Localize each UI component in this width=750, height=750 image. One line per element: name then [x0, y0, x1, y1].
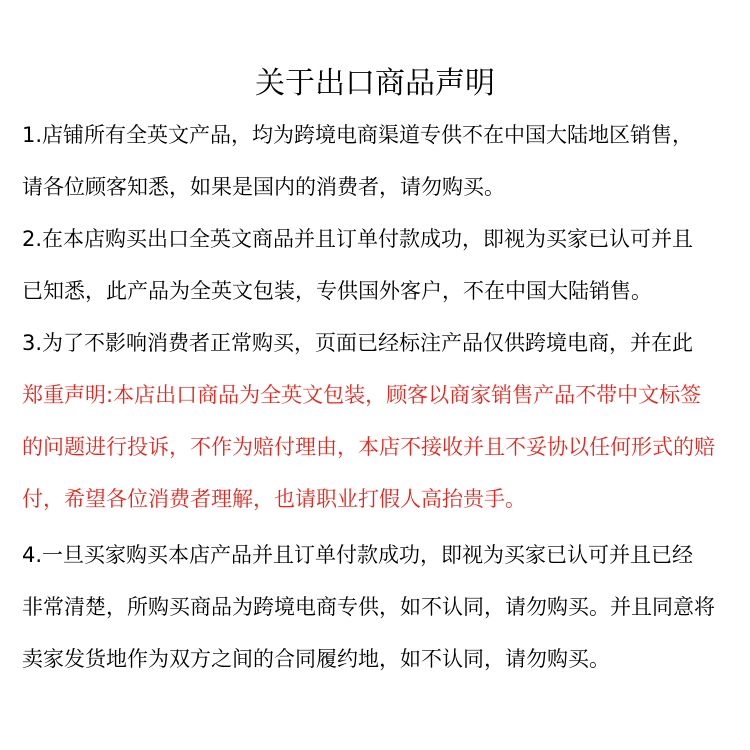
clause-3-warning-line-1: 郑重声明:本店出口商品为全英文包装，顾客以商家销售产品不带中文标签: [22, 383, 702, 407]
page-title: 关于出口商品声明: [255, 66, 495, 101]
clause-2-line-1: 2.在本店购买出口全英文商品并且订单付款成功，即视为买家已认可并且: [22, 227, 694, 251]
clause-3-line-1: 3.为了不影响消费者正常购买，页面已经标注产品仅供跨境电商，并在此: [22, 331, 694, 355]
clause-4-line-2: 非常清楚，所购买商品为跨境电商专供，如不认同，请勿购买。并且同意将: [22, 595, 715, 619]
clause-3-warning-line-2: 的问题进行投诉，不作为赔付理由，本店不接收并且不妥协以任何形式的赔: [22, 435, 715, 459]
clause-4-line-3: 卖家发货地作为双方之间的合同履约地，如不认同，请勿购买。: [22, 647, 610, 671]
clause-3-warning-line-3: 付，希望各位消费者理解，也请职业打假人高抬贵手。: [22, 487, 526, 511]
clause-4-line-1: 4.一旦买家购买本店产品并且订单付款成功，即视为买家已认可并且已经: [22, 543, 694, 567]
clause-1-line-1: 1.店铺所有全英文产品，均为跨境电商渠道专供不在中国大陆地区销售，: [22, 123, 694, 147]
clause-1-line-2: 请各位顾客知悉，如果是国内的消费者，请勿购买。: [22, 175, 505, 199]
clause-2-line-2: 已知悉，此产品为全英文包装，专供国外客户，不在中国大陆销售。: [22, 279, 652, 303]
